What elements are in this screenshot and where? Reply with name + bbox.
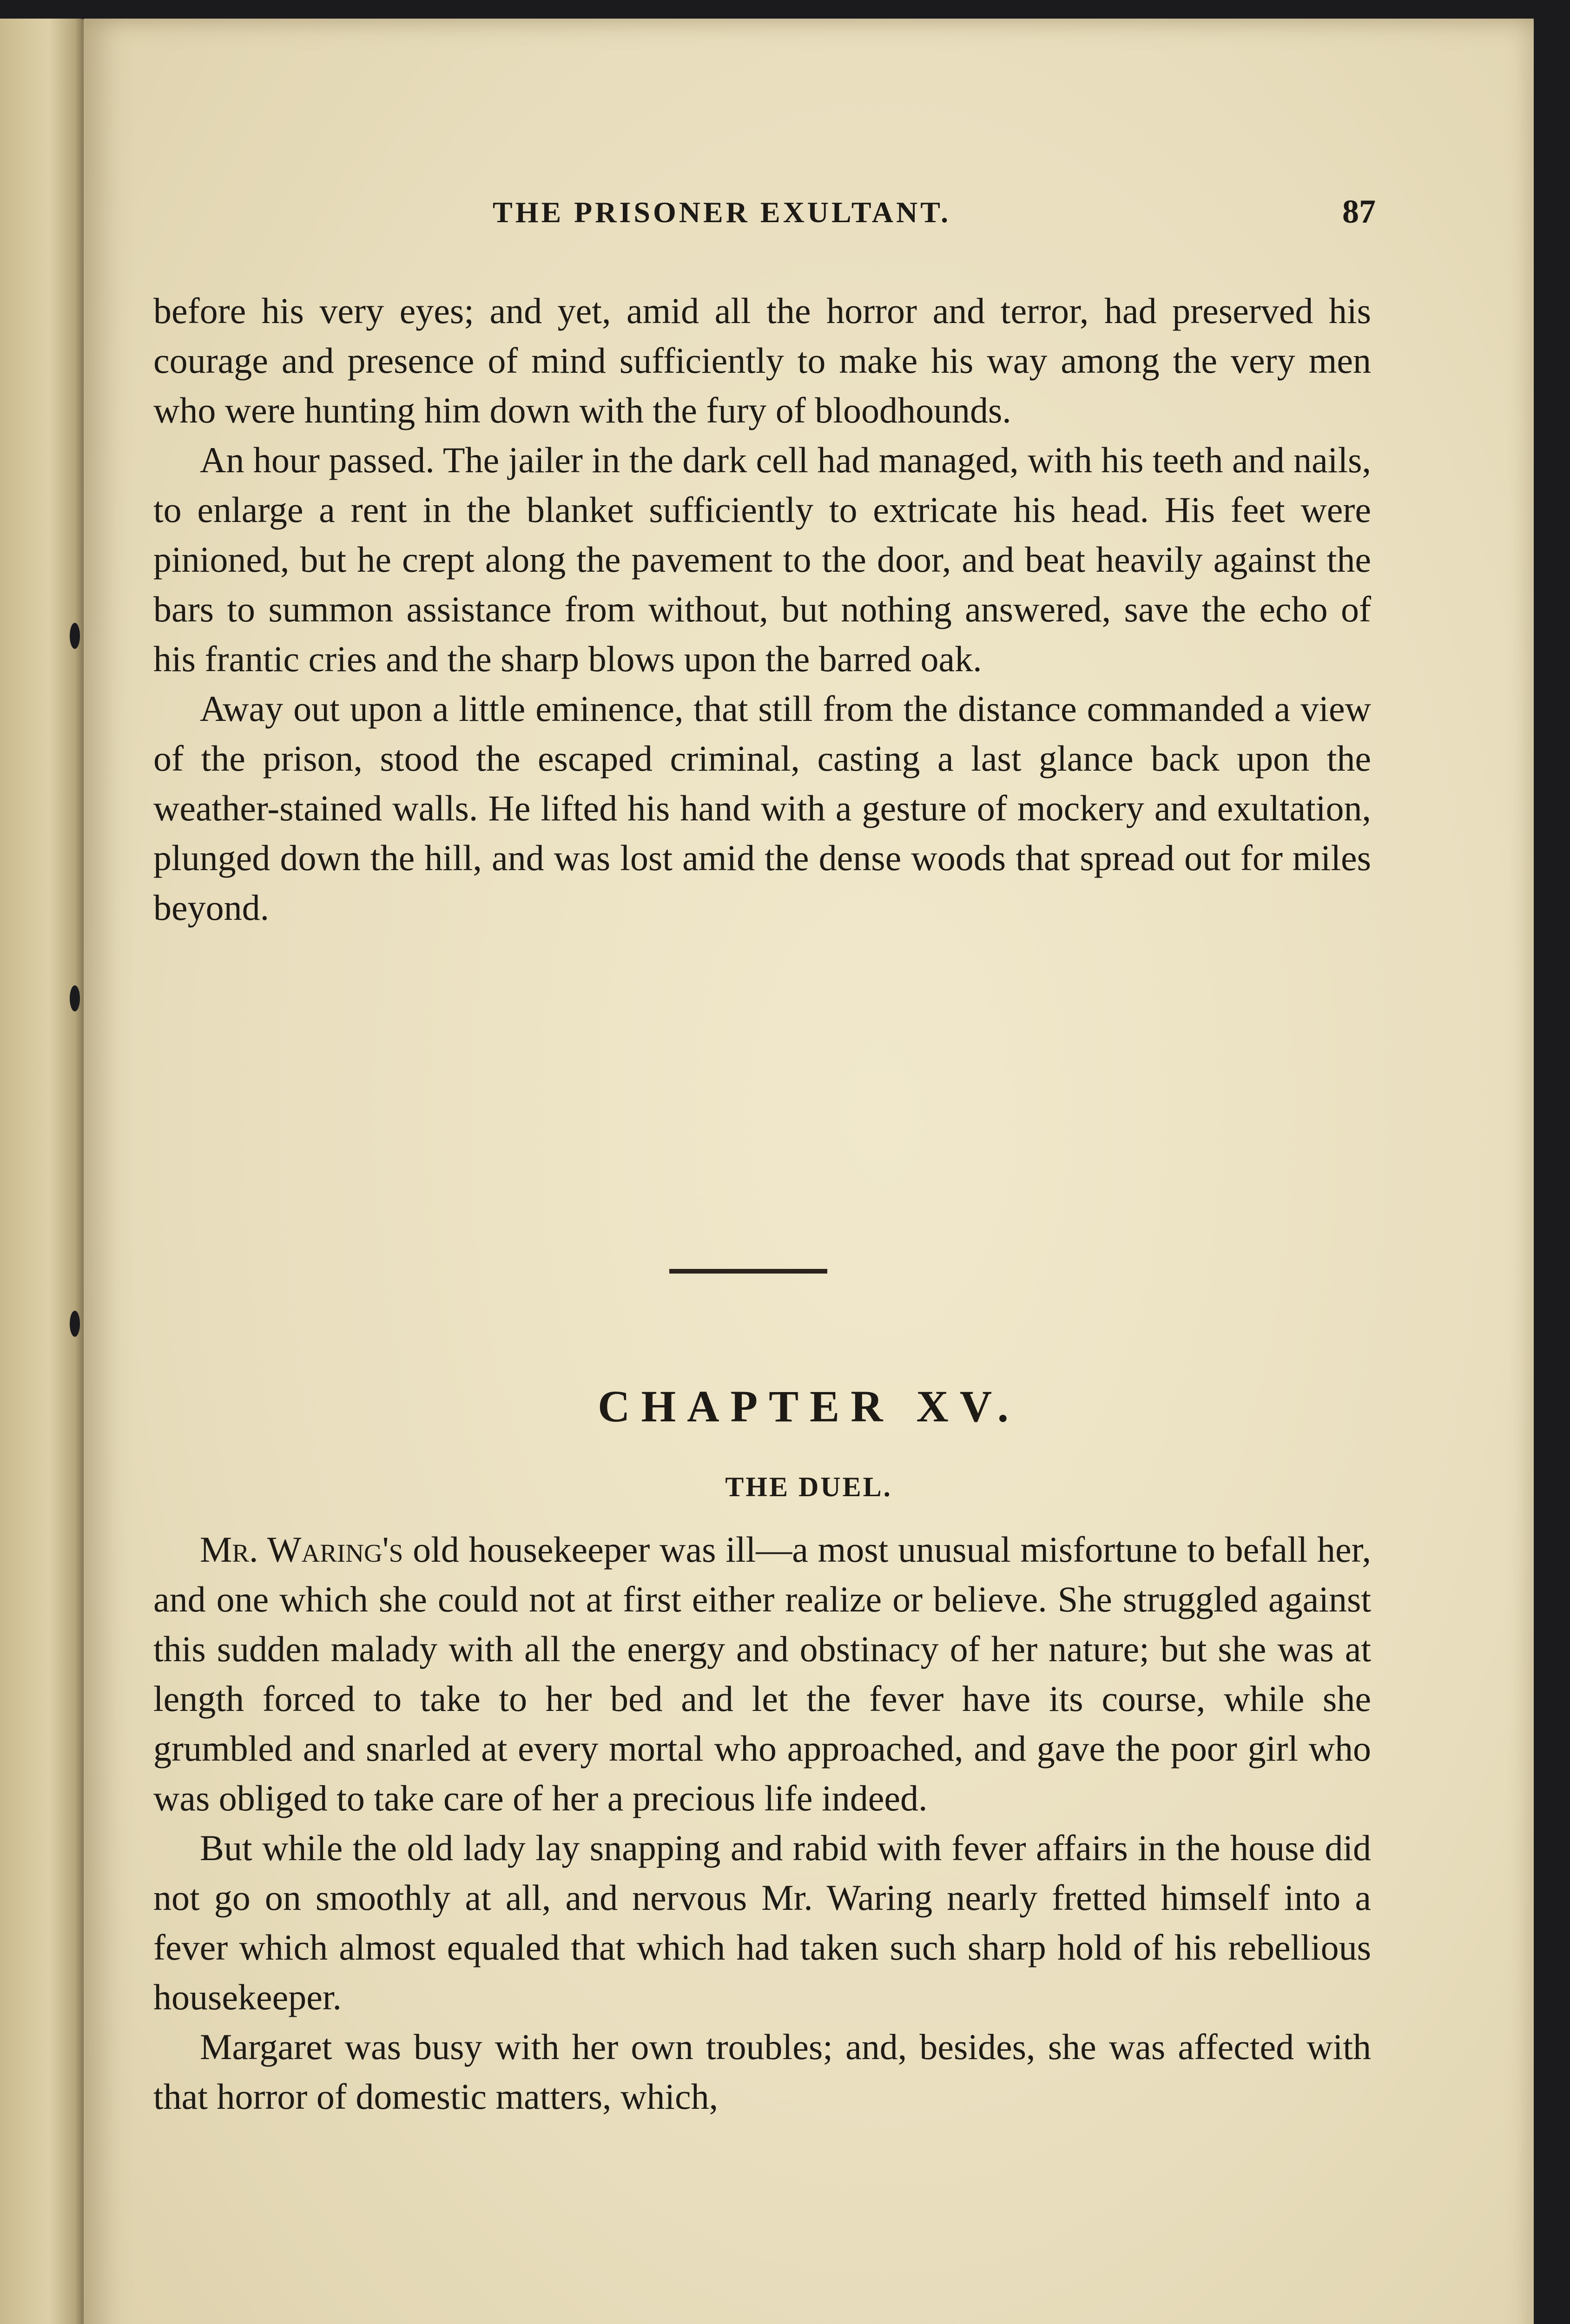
binding-hole xyxy=(70,985,80,1011)
section-text-1 xyxy=(153,286,1371,932)
paragraph xyxy=(153,1525,1371,1823)
paragraph: Margaret was busy with her own troubles; and, besides, she was affected with that horror of domestic matters, which, xyxy=(153,2027,1371,2117)
chapter-heading: CHAPTER XV. xyxy=(598,1381,1020,1431)
paragraph: An hour passed. The jailer in the dark cell had managed, with his teeth and nails, to enlarge a rent in the blanket sufficiently to extricate his head. His feet were pinioned, but he crept along the pavement to the door, and beat heavily against the bars to summon assistance from without, but nothing answered, save the echo of his frantic cries and the sharp blows upon the barred oak. xyxy=(153,440,1371,679)
section-text-2 xyxy=(153,1525,1371,2121)
paragraph: before his very eyes; and yet, amid all the horror and terror, had preserved his courage and presence of mind sufficiently to make his way among the very men who were hunting him down with the fury of bloodhounds. xyxy=(153,290,1371,430)
running-head xyxy=(84,195,1534,237)
book-page xyxy=(84,19,1534,2324)
running-head-title: THE PRISONER EXULTANT. xyxy=(493,196,951,229)
paragraph-text: old housekeeper was ill—a most unusual misfortune to befall her, and one which she could not at first either realize or believe. She struggled against this sudden malady with all the energy and obstinacy of her nature; but she was at length forced to take to her bed and let the fever have its course, while she grumbled and snarled at every mortal who approached, and gave the poor girl who was obliged to take care of her a precious life indeed. xyxy=(153,1529,1371,1818)
opening-words: Mr. Waring's xyxy=(200,1529,403,1570)
section-divider xyxy=(669,1269,827,1274)
binding-hole xyxy=(70,623,80,649)
paragraph: But while the old lady lay snapping and rabid with fever affairs in the house did not go on smoothly at all, and nervous Mr. Waring nearly fretted himself into a fever which almost equaled that which had taken such sharp hold of his rebellious housekeeper. xyxy=(153,1828,1371,2017)
paragraph: Away out upon a little eminence, that still from the distance commanded a view of the prison, stood the escaped criminal, casting a last glance back upon the weather-stained walls. He lifted his hand with a gesture of mockery and exultation, plunged down the hill, and was lost amid the dense woods that spread out for miles beyond. xyxy=(153,688,1371,928)
page-number: 87 xyxy=(1342,193,1376,230)
chapter-title: THE DUEL. xyxy=(725,1472,892,1502)
binding-hole xyxy=(70,1311,80,1337)
previous-page-edge xyxy=(0,19,88,2324)
